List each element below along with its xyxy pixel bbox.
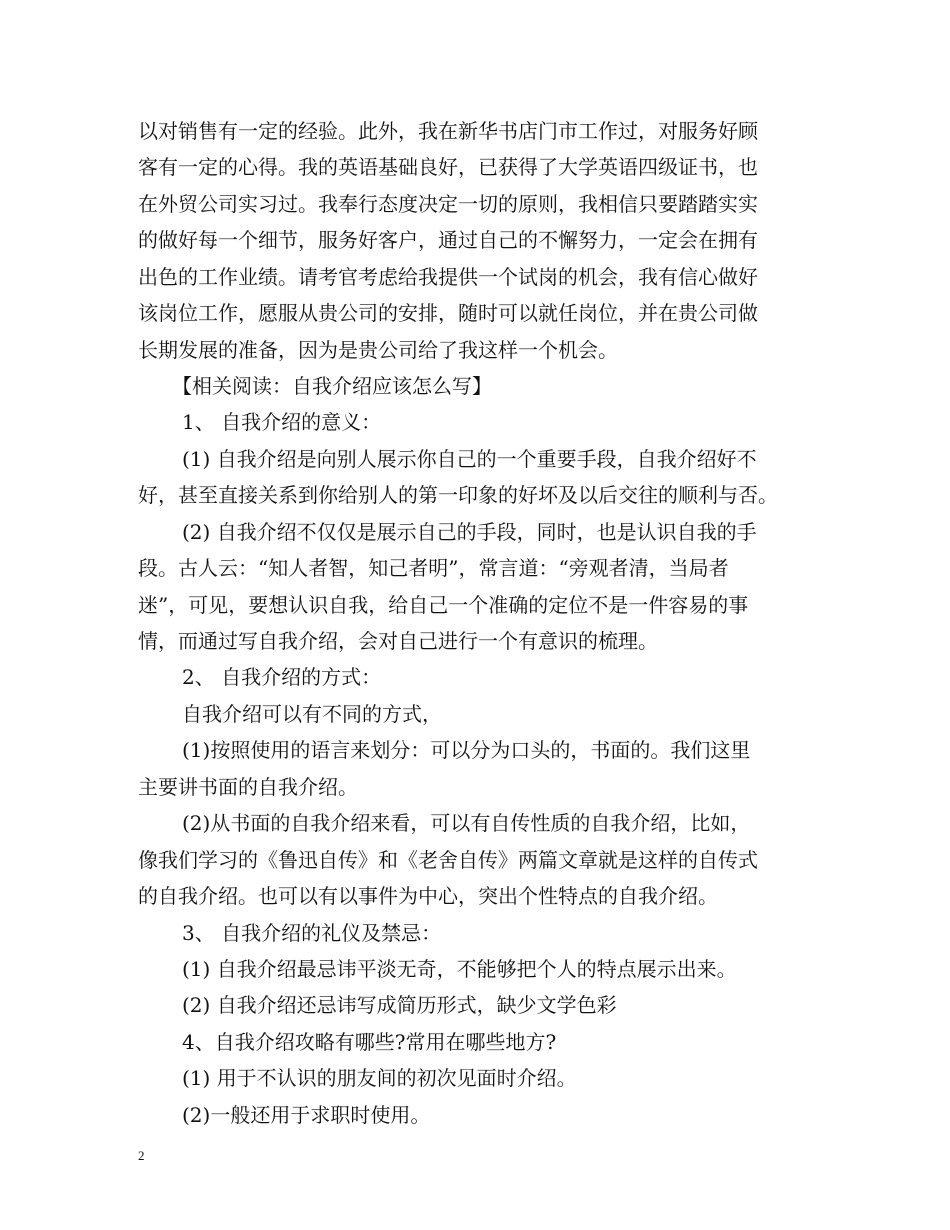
paragraph-line: (1) 自我介绍是向别人展示你自己的一个重要手段，自我介绍好不 bbox=[182, 447, 757, 471]
paragraph-line: 出色的工作业绩。请考官考虑给我提供一个试岗的机会，我有信心做好 bbox=[138, 265, 758, 289]
paragraph-line: 以对销售有一定的经验。此外，我在新华书店门市工作过，对服务好顾 bbox=[138, 119, 758, 143]
section-heading: 4、自我介绍攻略有哪些?常用在哪些地方? bbox=[182, 1030, 557, 1054]
paragraph-line: 好，甚至直接关系到你给别人的第一印象的好坏及以后交往的顺利与否。 bbox=[138, 483, 778, 507]
paragraph-line: (2) 自我介绍不仅仅是展示自己的手段，同时，也是认识自我的手 bbox=[182, 520, 757, 544]
section-heading: 2、 自我介绍的方式： bbox=[182, 665, 382, 689]
paragraph-line: 像我们学习的《鲁迅自传》和《老舍自传》两篇文章就是这样的自传式 bbox=[138, 848, 758, 872]
paragraph-line: 在外贸公司实习过。我奉行态度决定一切的原则，我相信只要踏踏实实 bbox=[138, 192, 758, 216]
paragraph-line: 自我介绍可以有不同的方式， bbox=[182, 702, 442, 726]
paragraph-line: (1) 自我介绍最忌讳平淡无奇，不能够把个人的特点展示出来。 bbox=[182, 957, 737, 981]
paragraph-line: 的做好每一个细节，服务好客户，通过自己的不懈努力，一定会在拥有 bbox=[138, 228, 758, 252]
paragraph-line: 迷”，可见，要想认识自我，给自己一个准确的定位不是一件容易的事 bbox=[138, 593, 749, 617]
section-heading: 3、 自我介绍的礼仪及禁忌： bbox=[182, 921, 442, 945]
paragraph-line: 的自我介绍。也可以有以事件为中心，突出个性特点的自我介绍。 bbox=[138, 884, 718, 908]
section-heading: 1、 自我介绍的意义： bbox=[182, 410, 382, 434]
paragraph-line: 该岗位工作，愿服从贵公司的安排，随时可以就任岗位，并在贵公司做 bbox=[138, 301, 758, 325]
paragraph-line: (1)按照使用的语言来划分：可以分为口头的，书面的。我们这里 bbox=[182, 738, 751, 762]
page-number: 2 bbox=[138, 1148, 145, 1163]
paragraph-line: (2) 自我介绍还忌讳写成简历形式，缺少文学色彩 bbox=[182, 993, 617, 1017]
paragraph-line: 长期发展的准备，因为是贵公司给了我这样一个机会。 bbox=[138, 338, 618, 362]
paragraph-line: 主要讲书面的自我介绍。 bbox=[138, 775, 358, 799]
related-reading-heading: 【相关阅读：自我介绍应该怎么写】 bbox=[172, 374, 492, 398]
paragraph-line: 段。古人云：“知人者智，知己者明”，常言道：“旁观者清，当局者 bbox=[138, 556, 729, 580]
paragraph-line: (2)一般还用于求职时使用。 bbox=[182, 1103, 431, 1127]
paragraph-line: 情，而通过写自我介绍，会对自己进行一个有意识的梳理。 bbox=[138, 629, 658, 653]
paragraph-line: (1) 用于不认识的朋友间的初次见面时介绍。 bbox=[182, 1066, 577, 1090]
paragraph-line: 客有一定的心得。我的英语基础良好，已获得了大学英语四级证书，也 bbox=[138, 155, 758, 179]
paragraph-line: (2)从书面的自我介绍来看，可以有自传性质的自我介绍，比如， bbox=[182, 811, 751, 835]
